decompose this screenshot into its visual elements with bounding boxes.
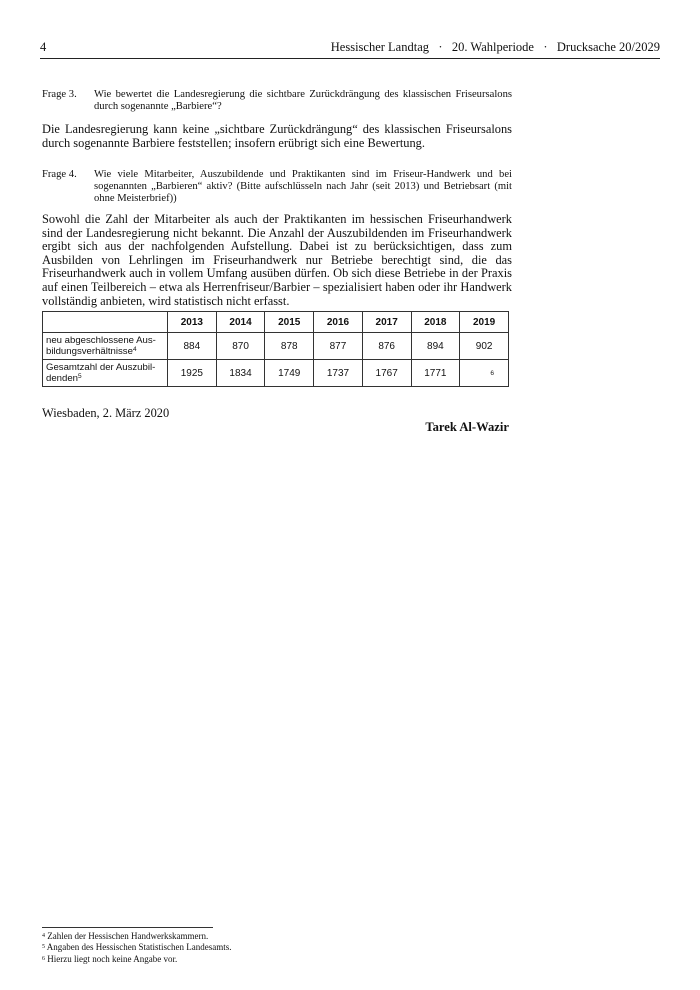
row-label-total-apprentices: Gesamtzahl der Auszubil- denden$^5$: [43, 360, 168, 387]
answer-4: Sowohl die Zahl der Mitarbeiter als auch der Praktikanten im hessischen Friseurhandwerk sind der Landesregierung nicht bekannt. Die Anzahl der Auszubildenden im Friseurhandwerk ergibt sich aus der nachfolgenden Aufstellung. Dabei ist zu berücksichtigen, dass zum Ausbilden von Lehrlingen im Friseurhandwerk nur Betriebe berechtigt sind, die das Friseurhandwerk auch in vollem Umfang ausüben dürfen. Ob sich diese Betriebe in der Praxis auf einen Teilbereich – etwa als Herrenfriseur/Barbier – spezialisiert haben oder ihr Handwerk vollständig anbieten, wird statistisch nicht erfasst.: [42, 212, 512, 308]
question-3-label: Frage 3.: [42, 89, 77, 100]
footnote: $^6$ Hierzu liegt noch keine Angabe vor.: [42, 953, 178, 964]
question-4-text: Wie viele Mitarbeiter, Auszubildende und Praktikanten sind im Friseur-Handwerk und bei sogenannten „Barbieren“ aktiv? (Bitte aufschlüsseln nach Jahr (seit 2013) und Betriebsart (mit ohne Meisterbrief)): [94, 169, 512, 205]
signature: Tarek Al-Wazir: [425, 420, 509, 434]
year-header: 2018: [411, 312, 460, 333]
table-cell: 878: [265, 333, 314, 360]
table-cell: 884: [168, 333, 217, 360]
header-rule: [40, 58, 660, 59]
table-cell: 876: [362, 333, 411, 360]
question-3: [42, 89, 512, 115]
footnote-ref: 5: [78, 373, 82, 380]
year-header: 2016: [314, 312, 363, 333]
place-date: Wiesbaden, 2. März 2020: [42, 406, 170, 420]
page-number: 4: [40, 40, 47, 54]
footnotes: [42, 931, 231, 965]
table-cell: 1749: [265, 360, 314, 387]
answer-3: Die Landesregierung kann keine „sichtbare Zurückdrängung“ des klassischen Friseursalons durch sogenannte Barbiere feststellen; insofern erübrigt sich eine Bewertung.: [42, 122, 512, 150]
table-row: [43, 333, 509, 360]
table-header-row: [43, 312, 509, 333]
table-cell: 894: [411, 333, 460, 360]
question-4: [42, 169, 512, 207]
year-header: 2017: [362, 312, 411, 333]
row-label-new-contracts: neu abgeschlossene Aus- bildungsverhältnisse$^4$: [43, 333, 168, 360]
footnote-rule: [42, 927, 213, 928]
question-4-label: Frage 4.: [42, 169, 77, 180]
table-cell: 1834: [216, 360, 265, 387]
table-cell: 1925: [168, 360, 217, 387]
running-title: Hessischer Landtag · 20. Wahlperiode · Drucksache 20/2029: [330, 40, 660, 54]
table-cell: 1737: [314, 360, 363, 387]
table-cell: 1771: [411, 360, 460, 387]
question-3-text: Wie bewertet die Landesregierung die sichtbare Zurückdrängung des klassischen Friseursalons durch sogenannte „Barbiere“?: [94, 89, 512, 113]
table-row: [43, 360, 509, 387]
table-cell: 877: [314, 333, 363, 360]
table-corner-cell: [43, 312, 168, 333]
page-header: [40, 40, 660, 58]
year-header: 2015: [265, 312, 314, 333]
table-cell: 902: [460, 333, 509, 360]
footnote: $^5$ Angaben des Hessischen Statistischen Landesamts.: [42, 942, 232, 953]
year-header: 2013: [168, 312, 217, 333]
footnote: $^4$ Zahlen der Hessischen Handwerkskammern.: [42, 931, 209, 941]
year-header: 2019: [460, 312, 509, 333]
footnote-ref: 4: [132, 346, 137, 353]
year-header: 2014: [216, 312, 265, 333]
table-cell: 1767: [362, 360, 411, 387]
table-cell: 870: [216, 333, 265, 360]
footnote-ref-cell: 6: [460, 360, 509, 387]
apprentices-table: [42, 311, 509, 387]
